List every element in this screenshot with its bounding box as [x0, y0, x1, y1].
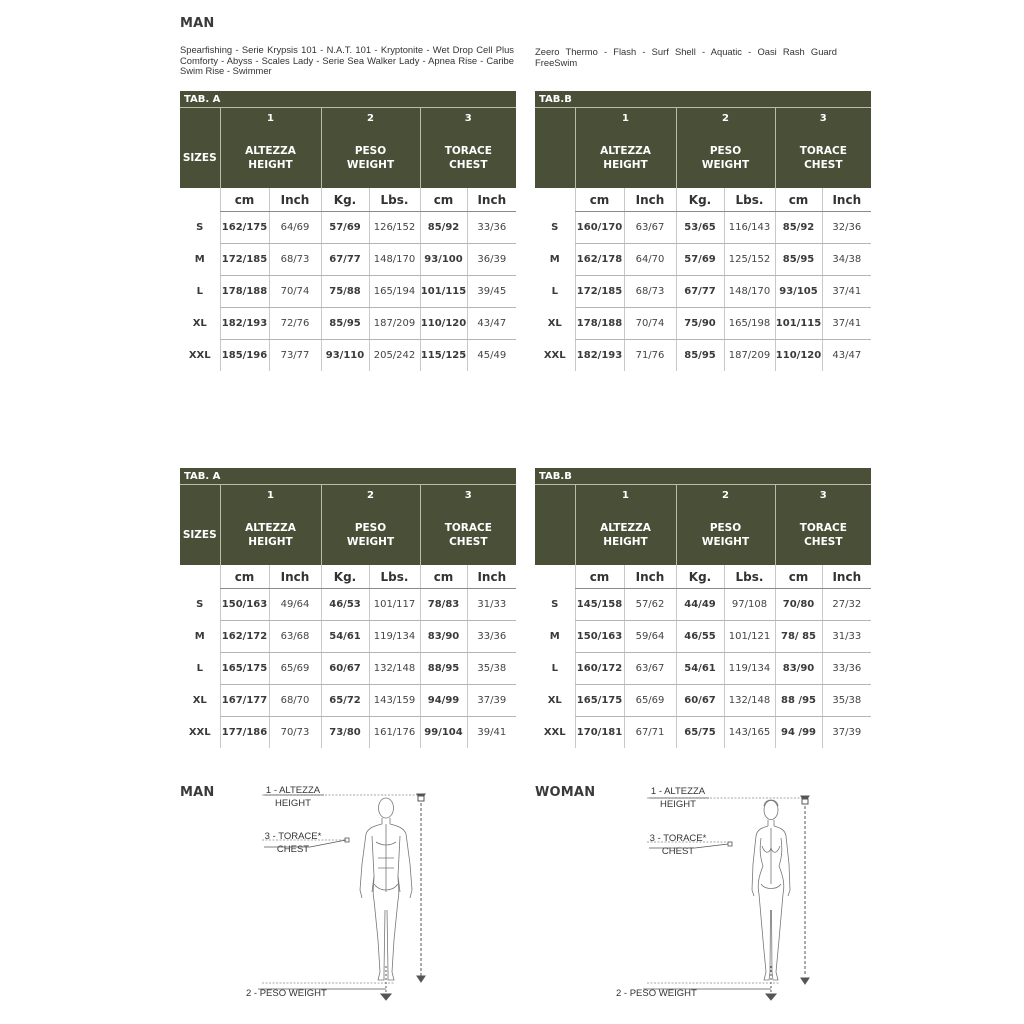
table-cell: 27/32	[822, 589, 871, 621]
column-number: 2	[321, 485, 420, 506]
woman-weight-label: 2 - PESO WEIGHT	[616, 988, 697, 999]
man-table-a	[180, 91, 516, 371]
unit-spacer	[535, 565, 575, 589]
table-cell: 57/69	[676, 244, 724, 276]
height-header: ALTEZZA HEIGHT	[575, 505, 676, 565]
table-row	[535, 589, 871, 621]
table-cell: 85/95	[775, 244, 822, 276]
table-cell: 67/77	[676, 276, 724, 308]
table-cell: 148/170	[369, 244, 420, 276]
table-cell: 37/39	[467, 685, 516, 717]
size-label: L	[196, 286, 203, 297]
unit-label: cm	[775, 188, 822, 212]
table-cell: 37/41	[822, 276, 871, 308]
table-cell: 165/175	[575, 685, 624, 717]
size-label: XL	[547, 318, 562, 329]
table-cell: 93/100	[420, 244, 467, 276]
table-cell: 162/178	[575, 244, 624, 276]
right-description: Zeero Thermo - Flash - Surf Shell - Aquatic - Oasi Rash Guard FreeSwim	[535, 46, 837, 68]
table-cell: 85/92	[775, 212, 822, 244]
table-label: TAB.B	[535, 91, 871, 108]
unit-spacer	[535, 188, 575, 212]
size-label: XXL	[543, 349, 566, 361]
height-header: ALTEZZA HEIGHT	[220, 128, 321, 188]
table-label: TAB.B	[535, 468, 871, 485]
table-cell: 67/71	[624, 717, 676, 749]
weight-header: PESO WEIGHT	[321, 128, 420, 188]
table-cell: 85/95	[676, 340, 724, 372]
table-cell: 143/165	[724, 717, 775, 749]
table-cell: 85/95	[321, 308, 369, 340]
size-label: M	[194, 631, 205, 642]
man-table-b	[535, 91, 871, 371]
sizes-spacer	[535, 485, 575, 506]
table-cell: 116/143	[724, 212, 775, 244]
woman-height-label: 1 - ALTEZZA HEIGHT	[650, 786, 706, 810]
table-row	[535, 717, 871, 749]
unit-label: Lbs.	[369, 565, 420, 589]
table-cell: 63/67	[624, 653, 676, 685]
table-cell: 68/73	[269, 244, 321, 276]
table-cell: 57/62	[624, 589, 676, 621]
chest-header: TORACE CHEST	[420, 505, 516, 565]
left-description: Spearfishing - Serie Krypsis 101 - N.A.T. 101 - Kryptonite - Wet Drop Cell Plus Comforty - Abyss - Scales Lady - Serie Sea Walker Lady - Apnea Rise - Caribe Swim Rise - Swimmer	[180, 44, 514, 77]
size-label: M	[549, 631, 560, 642]
table-row	[180, 308, 516, 340]
unit-label: Kg.	[321, 565, 369, 589]
table-cell: 148/170	[724, 276, 775, 308]
chest-header: TORACE CHEST	[420, 128, 516, 188]
table-cell: 167/177	[220, 685, 269, 717]
size-label: M	[549, 254, 560, 265]
size-label: L	[551, 286, 558, 297]
table-label: TAB. A	[180, 91, 516, 108]
table-cell: 125/152	[724, 244, 775, 276]
sizes-header: SIZES	[180, 128, 220, 188]
sizes-spacer	[180, 485, 220, 506]
table-cell: 70/74	[624, 308, 676, 340]
column-number: 3	[775, 108, 871, 129]
table-row	[535, 340, 871, 372]
table-cell: 39/45	[467, 276, 516, 308]
table-cell: 35/38	[467, 653, 516, 685]
table-cell: 70/74	[269, 276, 321, 308]
unit-label: cm	[220, 188, 269, 212]
size-label: XXL	[188, 726, 211, 738]
unit-label: Inch	[624, 565, 676, 589]
table-cell: 36/39	[467, 244, 516, 276]
table-cell: 45/49	[467, 340, 516, 372]
table-cell: 161/176	[369, 717, 420, 749]
male-figure-icon	[250, 780, 450, 1010]
table-cell: 182/193	[220, 308, 269, 340]
table-cell: 83/90	[420, 621, 467, 653]
table-cell: 160/170	[575, 212, 624, 244]
unit-spacer	[180, 565, 220, 589]
table-cell: 68/73	[624, 276, 676, 308]
table-row	[535, 621, 871, 653]
table-label: TAB. A	[180, 468, 516, 485]
column-number: 1	[220, 108, 321, 129]
table-cell: 160/172	[575, 653, 624, 685]
table-cell: 65/69	[269, 653, 321, 685]
table-cell: 162/175	[220, 212, 269, 244]
table-cell: 132/148	[724, 685, 775, 717]
table-cell: 85/92	[420, 212, 467, 244]
table-cell: 150/163	[575, 621, 624, 653]
table-cell: 39/41	[467, 717, 516, 749]
column-number: 3	[420, 485, 516, 506]
table-row	[535, 653, 871, 685]
table-cell: 101/115	[420, 276, 467, 308]
table-cell: 150/163	[220, 589, 269, 621]
table-cell: 94 /99	[775, 717, 822, 749]
height-header: ALTEZZA HEIGHT	[575, 128, 676, 188]
table-cell: 172/185	[575, 276, 624, 308]
size-label: S	[196, 599, 204, 610]
table-cell: 65/69	[624, 685, 676, 717]
table-cell: 165/194	[369, 276, 420, 308]
table-cell: 35/38	[822, 685, 871, 717]
unit-label: Inch	[269, 188, 321, 212]
table-cell: 185/196	[220, 340, 269, 372]
column-number: 3	[775, 485, 871, 506]
size-label: L	[551, 663, 558, 674]
table-cell: 88/95	[420, 653, 467, 685]
unit-label: cm	[775, 565, 822, 589]
table-cell: 115/125	[420, 340, 467, 372]
unit-label: cm	[575, 188, 624, 212]
table-cell: 101/117	[369, 589, 420, 621]
table-row	[180, 244, 516, 276]
table-cell: 33/36	[467, 212, 516, 244]
table-cell: 65/72	[321, 685, 369, 717]
table-cell: 78/ 85	[775, 621, 822, 653]
table-cell: 93/105	[775, 276, 822, 308]
table-cell: 75/90	[676, 308, 724, 340]
table-cell: 70/80	[775, 589, 822, 621]
table-cell: 64/69	[269, 212, 321, 244]
table-cell: 93/110	[321, 340, 369, 372]
table-cell: 178/188	[220, 276, 269, 308]
table-cell: 33/36	[467, 621, 516, 653]
table-cell: 73/80	[321, 717, 369, 749]
table-cell: 57/69	[321, 212, 369, 244]
woman-chest-label: 3 - TORACE* CHEST	[649, 833, 707, 857]
table-cell: 43/47	[822, 340, 871, 372]
table-cell: 71/76	[624, 340, 676, 372]
table-cell: 172/185	[220, 244, 269, 276]
table-cell: 132/148	[369, 653, 420, 685]
unit-label: Inch	[269, 565, 321, 589]
table-cell: 34/38	[822, 244, 871, 276]
table-row	[180, 276, 516, 308]
table-cell: 67/77	[321, 244, 369, 276]
table-cell: 63/68	[269, 621, 321, 653]
table-cell: 59/64	[624, 621, 676, 653]
table-cell: 165/198	[724, 308, 775, 340]
female-figure-icon	[635, 780, 835, 1010]
table-cell: 177/186	[220, 717, 269, 749]
sizes-header: SIZES	[180, 505, 220, 565]
table-cell: 54/61	[676, 653, 724, 685]
unit-label: Kg.	[676, 565, 724, 589]
table-cell: 75/88	[321, 276, 369, 308]
table-cell: 73/77	[269, 340, 321, 372]
unit-label: Lbs.	[369, 188, 420, 212]
table-cell: 205/242	[369, 340, 420, 372]
table-cell: 187/209	[724, 340, 775, 372]
table-cell: 54/61	[321, 621, 369, 653]
column-number: 2	[676, 485, 775, 506]
column-number: 2	[676, 108, 775, 129]
table-row	[535, 212, 871, 244]
table-cell: 101/121	[724, 621, 775, 653]
weight-header: PESO WEIGHT	[676, 128, 775, 188]
table-cell: 63/67	[624, 212, 676, 244]
table-cell: 119/134	[369, 621, 420, 653]
table-cell: 37/41	[822, 308, 871, 340]
size-label: XXL	[543, 726, 566, 738]
sizes-spacer	[535, 108, 575, 129]
height-header: ALTEZZA HEIGHT	[220, 505, 321, 565]
man-chest-label: 3 - TORACE* CHEST	[264, 831, 322, 855]
table-row	[180, 340, 516, 372]
table-cell: 97/108	[724, 589, 775, 621]
table-row	[535, 244, 871, 276]
table-cell: 43/47	[467, 308, 516, 340]
unit-label: Lbs.	[724, 188, 775, 212]
woman-figure-title: WOMAN	[535, 785, 596, 800]
table-cell: 110/120	[775, 340, 822, 372]
table-cell: 33/36	[822, 653, 871, 685]
table-cell: 31/33	[467, 589, 516, 621]
table-cell: 88 /95	[775, 685, 822, 717]
table-cell: 99/104	[420, 717, 467, 749]
table-row	[535, 276, 871, 308]
unit-label: cm	[575, 565, 624, 589]
unit-label: Kg.	[676, 188, 724, 212]
sizes-spacer	[180, 108, 220, 129]
unit-label: Inch	[624, 188, 676, 212]
table-cell: 32/36	[822, 212, 871, 244]
size-label: XXL	[188, 349, 211, 361]
size-label: XL	[192, 318, 207, 329]
weight-header: PESO WEIGHT	[676, 505, 775, 565]
table-cell: 165/175	[220, 653, 269, 685]
unit-label: Inch	[822, 188, 871, 212]
table-cell: 182/193	[575, 340, 624, 372]
table-row	[535, 308, 871, 340]
table-cell: 119/134	[724, 653, 775, 685]
table-cell: 78/83	[420, 589, 467, 621]
chest-header: TORACE CHEST	[775, 128, 871, 188]
table-cell: 46/55	[676, 621, 724, 653]
size-label: S	[551, 599, 559, 610]
weight-header: PESO WEIGHT	[321, 505, 420, 565]
table-cell: 110/120	[420, 308, 467, 340]
table-cell: 60/67	[321, 653, 369, 685]
table-cell: 162/172	[220, 621, 269, 653]
table-cell: 145/158	[575, 589, 624, 621]
man-weight-label: 2 - PESO WEIGHT	[246, 988, 327, 999]
unit-label: Inch	[467, 188, 516, 212]
table-cell: 49/64	[269, 589, 321, 621]
sizes-header	[535, 128, 575, 188]
table-row	[180, 621, 516, 653]
table-row	[535, 685, 871, 717]
table-cell: 101/115	[775, 308, 822, 340]
unit-label: cm	[420, 188, 467, 212]
sizes-header	[535, 505, 575, 565]
man-height-label: 1 - ALTEZZA HEIGHT	[265, 785, 321, 809]
column-number: 1	[220, 485, 321, 506]
table-cell: 83/90	[775, 653, 822, 685]
table-cell: 64/70	[624, 244, 676, 276]
size-label: XL	[192, 695, 207, 706]
woman-table-a	[180, 468, 516, 748]
table-cell: 37/39	[822, 717, 871, 749]
table-cell: 46/53	[321, 589, 369, 621]
table-cell: 94/99	[420, 685, 467, 717]
column-number: 1	[575, 485, 676, 506]
table-cell: 70/73	[269, 717, 321, 749]
size-label: M	[194, 254, 205, 265]
chest-header: TORACE CHEST	[775, 505, 871, 565]
unit-spacer	[180, 188, 220, 212]
table-row	[180, 685, 516, 717]
table-cell: 65/75	[676, 717, 724, 749]
table-row	[180, 589, 516, 621]
unit-label: Kg.	[321, 188, 369, 212]
column-number: 2	[321, 108, 420, 129]
man-figure-title: MAN	[180, 785, 215, 800]
page-title: MAN	[180, 16, 215, 31]
column-number: 1	[575, 108, 676, 129]
table-row	[180, 653, 516, 685]
unit-label: Lbs.	[724, 565, 775, 589]
woman-table-b	[535, 468, 871, 748]
table-cell: 178/188	[575, 308, 624, 340]
unit-label: cm	[420, 565, 467, 589]
size-label: S	[196, 222, 204, 233]
table-row	[180, 212, 516, 244]
table-cell: 72/76	[269, 308, 321, 340]
table-cell: 126/152	[369, 212, 420, 244]
table-row	[180, 717, 516, 749]
column-number: 3	[420, 108, 516, 129]
size-label: S	[551, 222, 559, 233]
unit-label: Inch	[467, 565, 516, 589]
table-cell: 68/70	[269, 685, 321, 717]
table-cell: 53/65	[676, 212, 724, 244]
table-cell: 187/209	[369, 308, 420, 340]
size-label: XL	[547, 695, 562, 706]
unit-label: cm	[220, 565, 269, 589]
unit-label: Inch	[822, 565, 871, 589]
table-cell: 60/67	[676, 685, 724, 717]
table-cell: 143/159	[369, 685, 420, 717]
table-cell: 44/49	[676, 589, 724, 621]
table-cell: 31/33	[822, 621, 871, 653]
size-label: L	[196, 663, 203, 674]
table-cell: 170/181	[575, 717, 624, 749]
